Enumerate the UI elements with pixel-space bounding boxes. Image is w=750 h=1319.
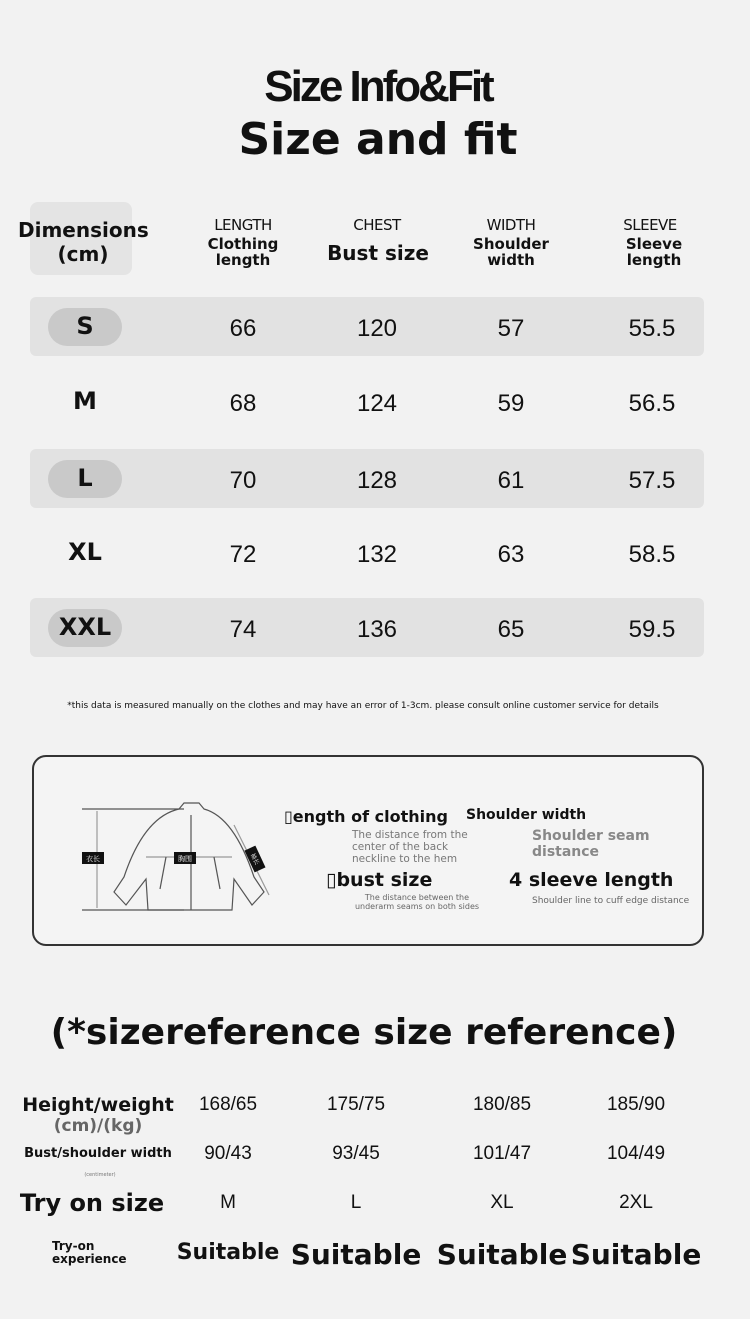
dimensions-label: Dimensions (cm)	[18, 218, 149, 266]
ref-value: XL	[490, 1192, 514, 1213]
ref-value: M	[220, 1192, 236, 1213]
jacket-diagram-icon	[74, 797, 284, 917]
size-label: XL	[68, 538, 102, 566]
size-value: 59.5	[628, 616, 676, 643]
column-code: WIDTH	[486, 216, 536, 234]
ref-value: 180/85	[472, 1094, 532, 1115]
size-value: 128	[356, 467, 398, 494]
sleeve-title: 4 sleeve length	[509, 869, 674, 891]
ref-value: Suitable	[436, 1238, 568, 1271]
measurement-diagram	[32, 755, 704, 946]
bust-desc: The distance between the underarm seams on both sides	[354, 893, 480, 911]
size-value: 59	[497, 390, 525, 417]
measurement-note: *this data is measured manually on the clothes and may have an error of 1-3cm. please consult online customer service for details	[67, 701, 659, 711]
ref-value: 168/65	[198, 1094, 258, 1115]
size-value: 65	[497, 616, 525, 643]
ref-value: L	[350, 1192, 362, 1213]
size-value: 136	[356, 616, 398, 643]
ref-label: Try on size	[19, 1189, 165, 1217]
column-code: LENGTH	[214, 216, 272, 234]
size-value: 55.5	[628, 315, 676, 342]
column-label: Sleeve length	[625, 235, 683, 269]
size-label: XXL	[58, 613, 112, 641]
size-value: 124	[356, 390, 398, 417]
size-value: 70	[229, 467, 257, 494]
column-label: Clothing length	[207, 235, 279, 269]
length-title: ▯ength of clothing	[284, 807, 448, 826]
svg-text:袖长: 袖长	[248, 852, 261, 867]
svg-text:胸围: 胸围	[178, 855, 192, 863]
column-code: SLEEVE	[623, 216, 677, 234]
column-label: Shoulder width	[473, 235, 549, 269]
size-value: 57.5	[628, 467, 676, 494]
length-tag: 衣长	[86, 855, 100, 863]
ref-value: 90/43	[204, 1143, 252, 1164]
size-label: S	[76, 312, 94, 340]
ref-value: 93/45	[332, 1143, 380, 1164]
page-subtitle: Size and fit	[238, 114, 518, 165]
ref-value: Suitable	[176, 1240, 280, 1265]
size-value: 57	[497, 315, 525, 342]
ref-value: 101/47	[472, 1143, 532, 1164]
ref-value: Suitable	[290, 1238, 422, 1271]
size-value: 72	[229, 541, 257, 568]
ref-sublabel: (cm)/(kg)	[53, 1116, 143, 1136]
shoulder-title: Shoulder width	[466, 807, 587, 823]
column-code: CHEST	[353, 216, 401, 234]
ref-value: Suitable	[570, 1238, 702, 1271]
ref-sublabel: (centimeter)	[84, 1172, 116, 1178]
size-value: 132	[356, 541, 398, 568]
size-value: 56.5	[628, 390, 676, 417]
size-value: 58.5	[628, 541, 676, 568]
sleeve-desc: Shoulder line to cuff edge distance	[532, 896, 690, 906]
size-value: 66	[229, 315, 257, 342]
size-label: L	[77, 464, 93, 492]
ref-value: 185/90	[606, 1094, 666, 1115]
page-title: Size Info&Fit	[264, 62, 492, 111]
size-value: 61	[497, 467, 525, 494]
length-desc: The distance from the center of the back neckline to the hem	[352, 829, 468, 865]
ref-value: 2XL	[619, 1192, 653, 1213]
size-value: 120	[356, 315, 398, 342]
shoulder-desc: Shoulder seam distance	[532, 828, 650, 860]
bust-title: ▯bust size	[326, 869, 433, 891]
ref-label: Try-on experience	[52, 1239, 127, 1266]
size-value: 63	[497, 541, 525, 568]
size-value: 68	[229, 390, 257, 417]
ref-label: Bust/shoulder width	[24, 1146, 172, 1161]
ref-value: 175/75	[326, 1094, 386, 1115]
size-label: M	[73, 387, 97, 415]
ref-value: 104/49	[606, 1143, 666, 1164]
ref-label: Height/weight	[22, 1094, 174, 1116]
column-label: Bust size	[327, 241, 429, 265]
size-value: 74	[229, 616, 257, 643]
size-reference-title: (*sizereference size reference)	[50, 1012, 678, 1053]
